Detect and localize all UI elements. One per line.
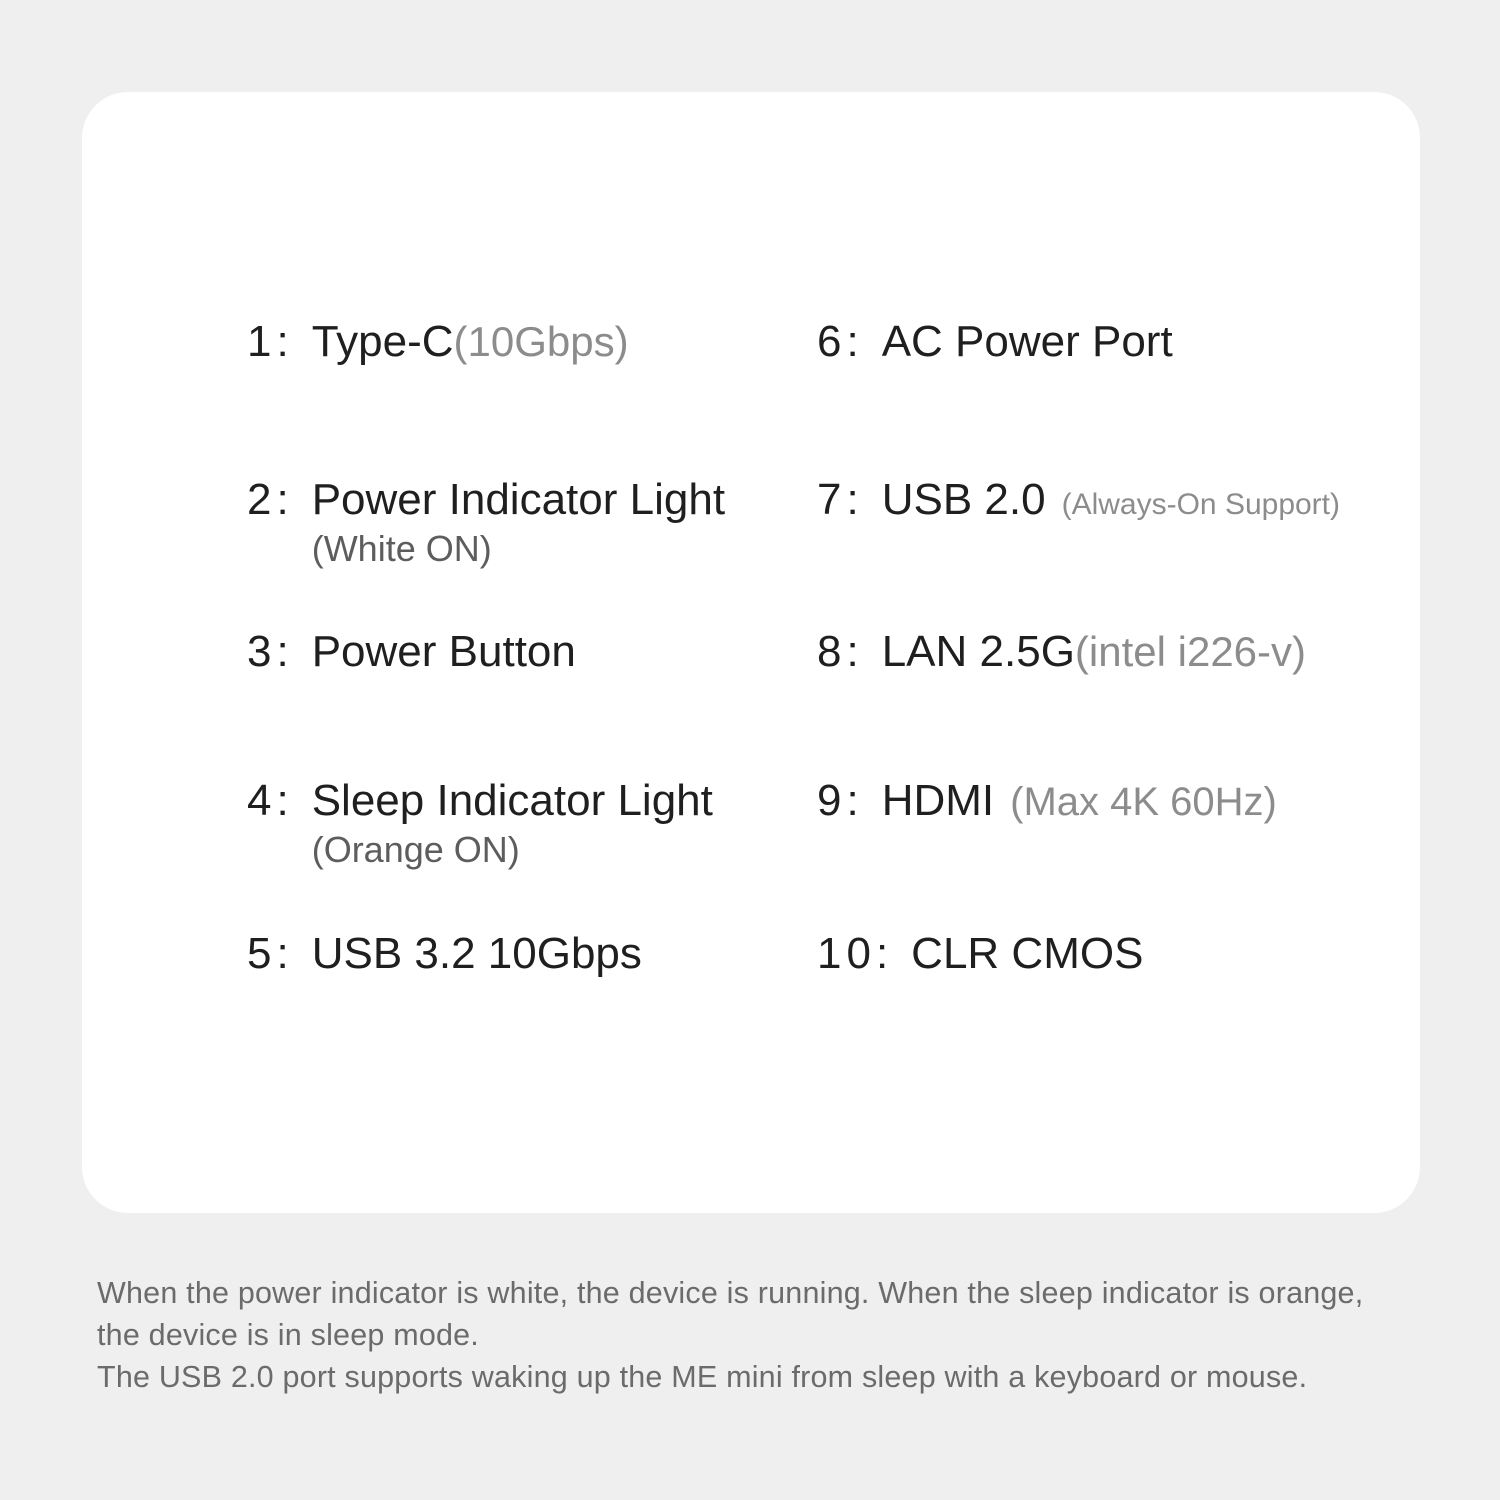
item-label: USB 3.2 10Gbps <box>311 929 642 978</box>
item-label: Power Indicator Light <box>311 475 726 524</box>
item-text <box>882 317 1173 367</box>
item-text <box>312 317 629 367</box>
legend-item-10 <box>817 929 1340 979</box>
legend-item-7 <box>817 475 1340 530</box>
item-text <box>882 776 1277 827</box>
item-number: 1: <box>247 317 294 366</box>
item-number: 4: <box>247 776 294 825</box>
item-label: HDMI <box>881 776 995 825</box>
item-number: 9: <box>817 776 864 825</box>
item-text <box>312 627 576 677</box>
item-label: USB 2.0 <box>881 475 1046 524</box>
item-number: 7: <box>817 475 864 524</box>
item-note: (intel i226-v) <box>1074 628 1307 675</box>
item-label: Type-C <box>311 317 454 366</box>
item-number: 2: <box>247 475 294 524</box>
item-number: 5: <box>247 929 294 978</box>
legend-item-6 <box>817 317 1340 367</box>
item-label: CLR CMOS <box>911 929 1144 978</box>
item-text <box>312 776 713 871</box>
legend-item-8 <box>817 627 1340 677</box>
item-number: 6: <box>817 317 864 366</box>
item-text <box>882 627 1306 677</box>
legend-item-9 <box>817 776 1340 827</box>
ports-legend-card <box>82 92 1420 1213</box>
legend-column-right <box>817 317 1340 979</box>
item-number: 8: <box>817 627 864 676</box>
footer-line: the device is in sleep mode. <box>97 1318 479 1352</box>
item-note: (Max 4K 60Hz) <box>1010 780 1277 824</box>
legend-item-2 <box>247 475 725 570</box>
item-label: LAN 2.5G <box>881 627 1075 676</box>
item-subnote: (White ON) <box>311 528 492 569</box>
item-text <box>312 929 642 979</box>
footer-line: When the power indicator is white, the device is running. When the sleep indicator is orange, <box>97 1276 1364 1310</box>
item-label: Power Button <box>311 627 576 676</box>
legend-item-5 <box>247 929 725 979</box>
item-text <box>312 475 725 570</box>
legend-item-4 <box>247 776 725 871</box>
item-number: 3: <box>247 627 294 676</box>
item-label: Sleep Indicator Light <box>311 776 713 825</box>
item-text <box>911 929 1143 979</box>
legend-item-1 <box>247 317 725 367</box>
item-note: (Always-On Support) <box>1061 488 1341 521</box>
legend-column-left <box>247 317 725 979</box>
item-text <box>882 475 1340 530</box>
item-subnote: (Orange ON) <box>311 829 520 870</box>
item-note: (10Gbps) <box>453 318 629 365</box>
item-number: 10: <box>817 929 894 978</box>
item-label: AC Power Port <box>881 317 1173 366</box>
legend-item-3 <box>247 627 725 677</box>
footer-line: The USB 2.0 port supports waking up the ME mini from sleep with a keyboard or mouse. <box>97 1360 1308 1394</box>
footer-notes <box>97 1272 1427 1398</box>
